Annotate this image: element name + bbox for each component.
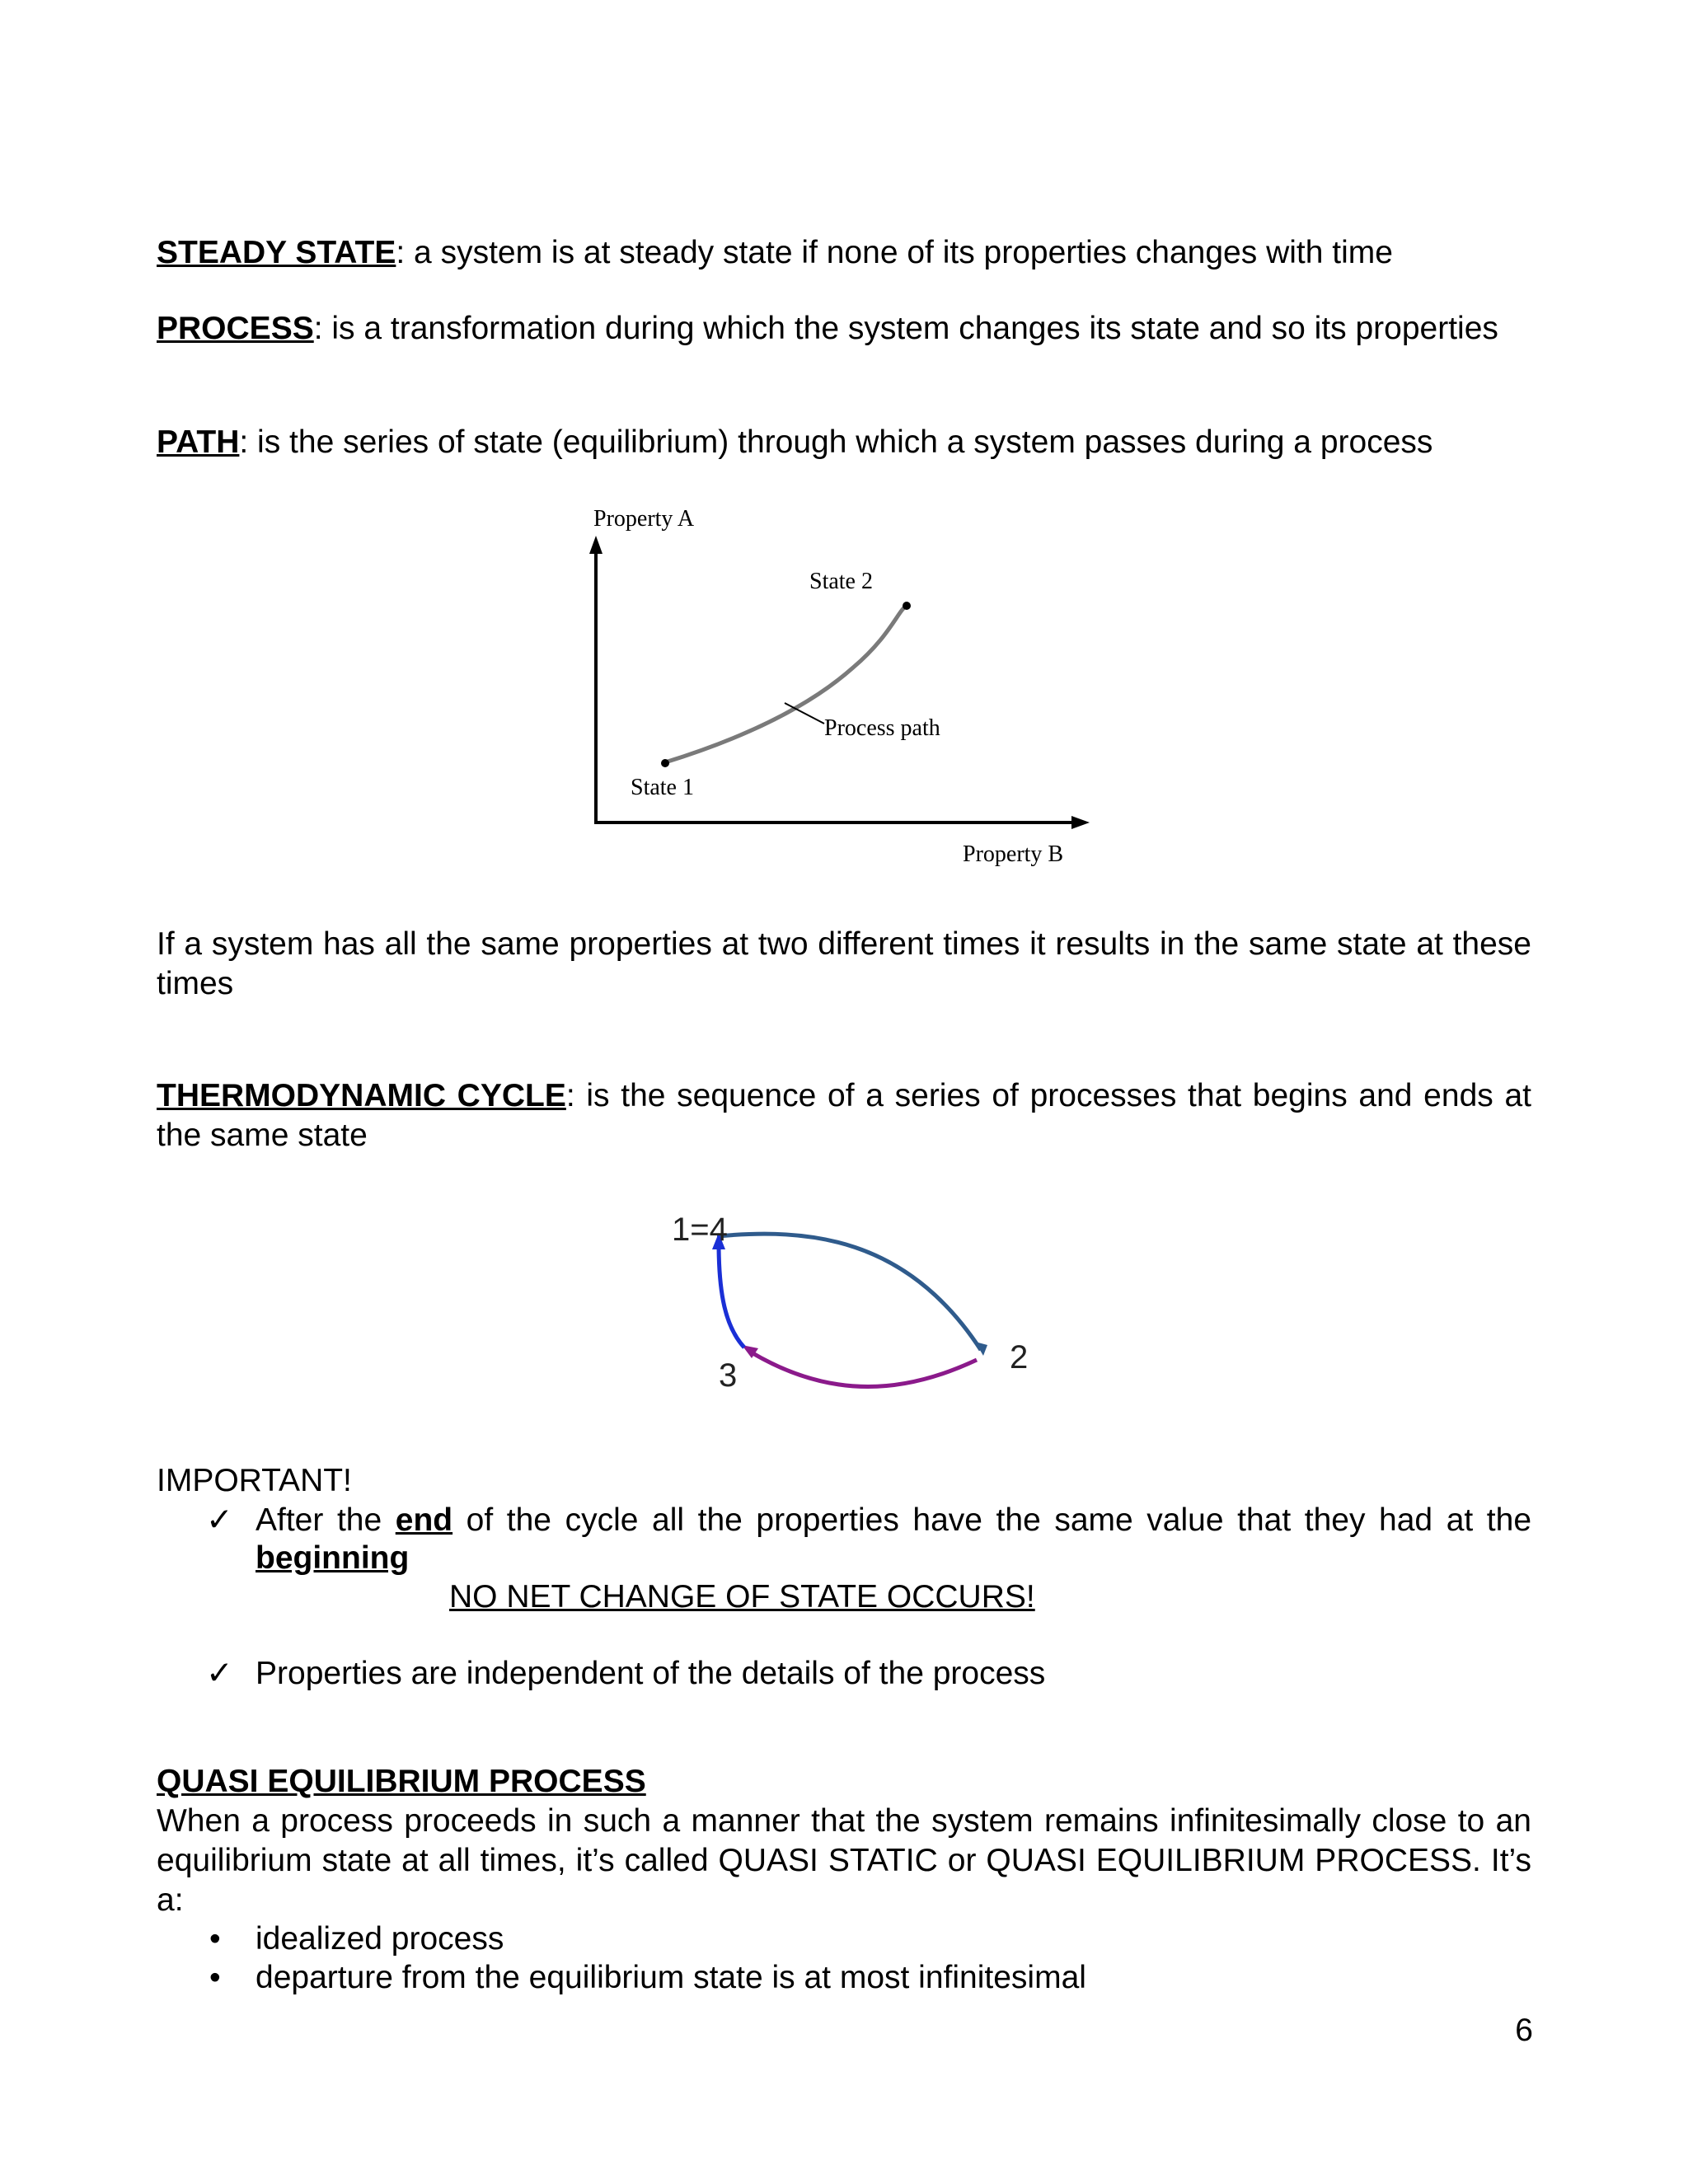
process-path-leader <box>785 703 824 724</box>
cycle-label-1-4: 1=4 <box>672 1212 728 1248</box>
process-definition: : is a transformation during which the system changes its state and so its properties <box>313 311 1498 346</box>
y-axis-label: Property A <box>593 506 695 532</box>
quasi-bullet-2 <box>206 1959 1531 1997</box>
quasi-bullet-2-text: departure from the equilibrium state is at most infinitesimal <box>256 1960 1086 1995</box>
cycle-label-2: 2 <box>1010 1339 1029 1376</box>
steady-state-paragraph <box>157 233 1531 273</box>
process-paragraph <box>157 309 1531 349</box>
important-item-1-text: After the end of the cycle all the properties have the same value that they had at the beginning <box>256 1502 1532 1576</box>
cycle-arc-3-to-4 <box>719 1243 744 1347</box>
cycle-label-3: 3 <box>719 1357 738 1394</box>
steady-state-term: STEADY STATE <box>157 235 396 270</box>
path-paragraph <box>157 423 1531 462</box>
state-1-label: State 1 <box>631 775 694 800</box>
cycle-arc-1-to-2 <box>717 1234 981 1350</box>
cycle-paragraph <box>157 1076 1531 1155</box>
path-definition: : is the series of state (equilibrium) through which a system passes during a process <box>239 424 1433 460</box>
x-axis-arrowhead <box>1071 816 1090 829</box>
state-1-point <box>661 759 669 767</box>
quasi-bullet-1-text: idealized process <box>256 1921 504 1957</box>
process-path-diagram <box>569 494 1096 878</box>
state-2-point <box>903 602 911 610</box>
thermodynamic-cycle-diagram <box>659 1203 1055 1409</box>
cycle-definition: : is the sequence of a series of processes that begins and ends at the same state <box>157 1078 1531 1153</box>
end-emphasis: end <box>395 1502 453 1538</box>
quasi-bullet-1 <box>206 1920 1531 1958</box>
y-axis-arrowhead <box>589 536 603 554</box>
bullet-icon: • <box>209 1921 221 1957</box>
no-net-change-note: NO NET CHANGE OF STATE OCCURS! <box>449 1579 1035 1615</box>
cycle-arrowhead-2 <box>975 1342 987 1356</box>
beginning-emphasis: beginning <box>256 1540 410 1576</box>
cycle-arc-2-to-3 <box>750 1352 977 1387</box>
important-item-1 <box>206 1502 1531 1577</box>
page-number: 6 <box>1515 2013 1533 2048</box>
state-2-label: State 2 <box>809 569 873 594</box>
process-path-label: Process path <box>824 715 940 741</box>
same-state-paragraph: If a system has all the same properties at two different times it results in the same state at these times <box>157 926 1531 1001</box>
path-term: PATH <box>157 424 240 460</box>
important-item-2 <box>206 1655 1531 1693</box>
important-item-2-text: Properties are independent of the details of the process <box>256 1656 1046 1691</box>
bullet-icon: • <box>209 1960 221 1995</box>
check-icon: ✓ <box>206 1656 233 1691</box>
quasi-body: When a process proceeds in such a manner that the system remains infinitesimally close to an equilibrium state at all times, it’s called QUASI STATIC or QUASI EQUILIBRIUM PROCESS. It’s a: <box>157 1803 1531 1918</box>
process-term: PROCESS <box>157 311 314 346</box>
steady-state-definition: : a system is at steady state if none of its properties changes with time <box>396 235 1393 270</box>
important-heading: IMPORTANT! <box>157 1463 352 1498</box>
x-axis-label: Property B <box>963 841 1064 867</box>
quasi-heading: QUASI EQUILIBRIUM PROCESS <box>157 1764 646 1799</box>
cycle-term: THERMODYNAMIC CYCLE <box>157 1078 566 1113</box>
check-icon: ✓ <box>206 1502 233 1538</box>
